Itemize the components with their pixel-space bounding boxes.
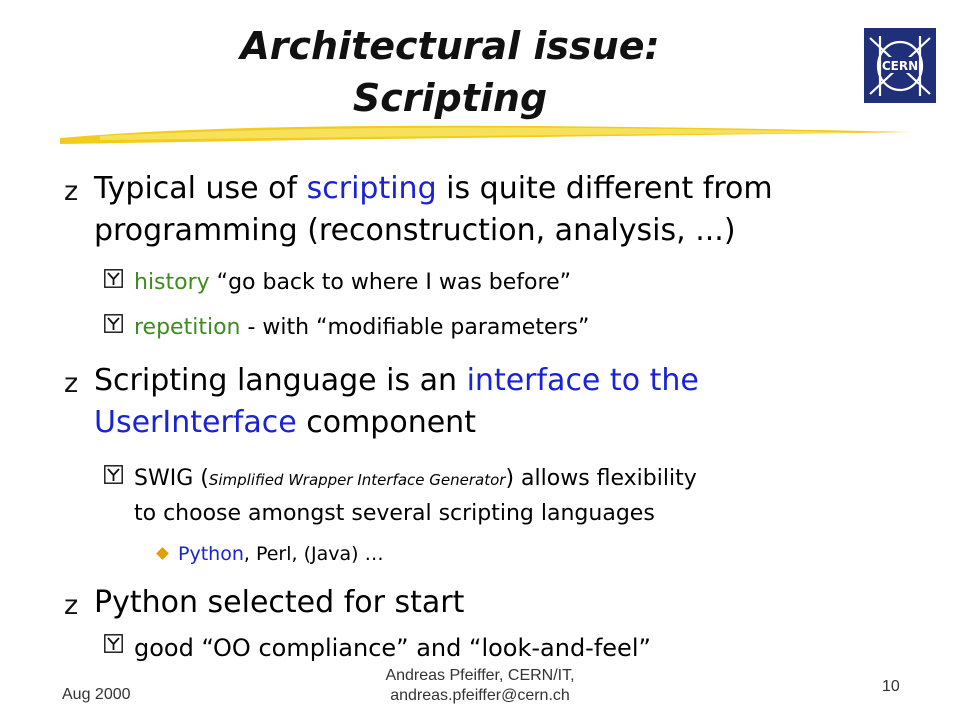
subsub-highlight: Python [178,543,244,565]
title-line-1: Architectural issue: [240,24,660,68]
bullet-1-text: Typical use of [94,171,307,206]
bullet-1-line-2: programming (reconstruction, analysis, ...) [94,213,736,248]
subsub-text: , Perl, (Java) … [243,543,384,565]
footer-author-email: andreas.pfeiffer@cern.ch [390,687,570,704]
bullet-1-text-end: is quite different from [436,171,773,206]
z-bullet-icon: z [64,590,79,621]
bullet-2-text: Scripting language is an [94,363,467,398]
bullet-2-subsub-1 [158,540,858,568]
sub-2-text: - with “modifiable parameters” [240,315,590,340]
title-line-2: Scripting [352,76,548,120]
y-checkbox-bullet-icon [104,269,123,288]
bullet-2-highlight: interface to the [466,363,699,398]
bullet-3-text: Python selected for start [94,585,465,620]
sub-1-highlight: history [134,270,210,295]
footer-author-line-1: Andreas Pfeiffer, CERN/IT, [385,667,575,684]
y-checkbox-bullet-icon [104,465,123,484]
swig-lead: SWIG ( [134,466,209,491]
swig-expansion: Simplified Wrapper Interface Generator [208,471,506,489]
bullet-3 [64,582,924,624]
y-checkbox-bullet-icon [104,634,123,653]
logo-text: CERN [881,59,919,73]
bullet-1-highlight: scripting [306,171,437,206]
diamond-bullet-icon [156,547,169,560]
bullet-2 [64,360,924,444]
bullet-3-sub-text: good “OO compliance” and “look-and-feel” [134,634,651,662]
bullet-2-sub-1 [104,462,904,530]
bullet-2-line-2: component [296,405,476,440]
sub-1-text: “go back to where I was before” [209,270,572,295]
sub-2-highlight: repetition [134,315,241,340]
z-bullet-icon: z [64,176,79,207]
y-checkbox-bullet-icon [104,314,123,333]
bullet-1-sub-2 [104,311,904,345]
footer-date: Aug 2000 [62,686,131,703]
z-bullet-icon: z [64,368,79,399]
bullet-3-sub-1 [104,631,904,665]
page-number: 10 [882,678,900,695]
footer-author [330,666,630,706]
bullet-2-highlight-2: UserInterface [94,405,297,440]
bullet-1 [64,168,924,252]
bullet-1-sub-1 [104,266,904,300]
swig-line-2: to choose amongst several scripting languages [134,501,655,526]
swig-trail: ) allows flexibility [505,466,697,491]
